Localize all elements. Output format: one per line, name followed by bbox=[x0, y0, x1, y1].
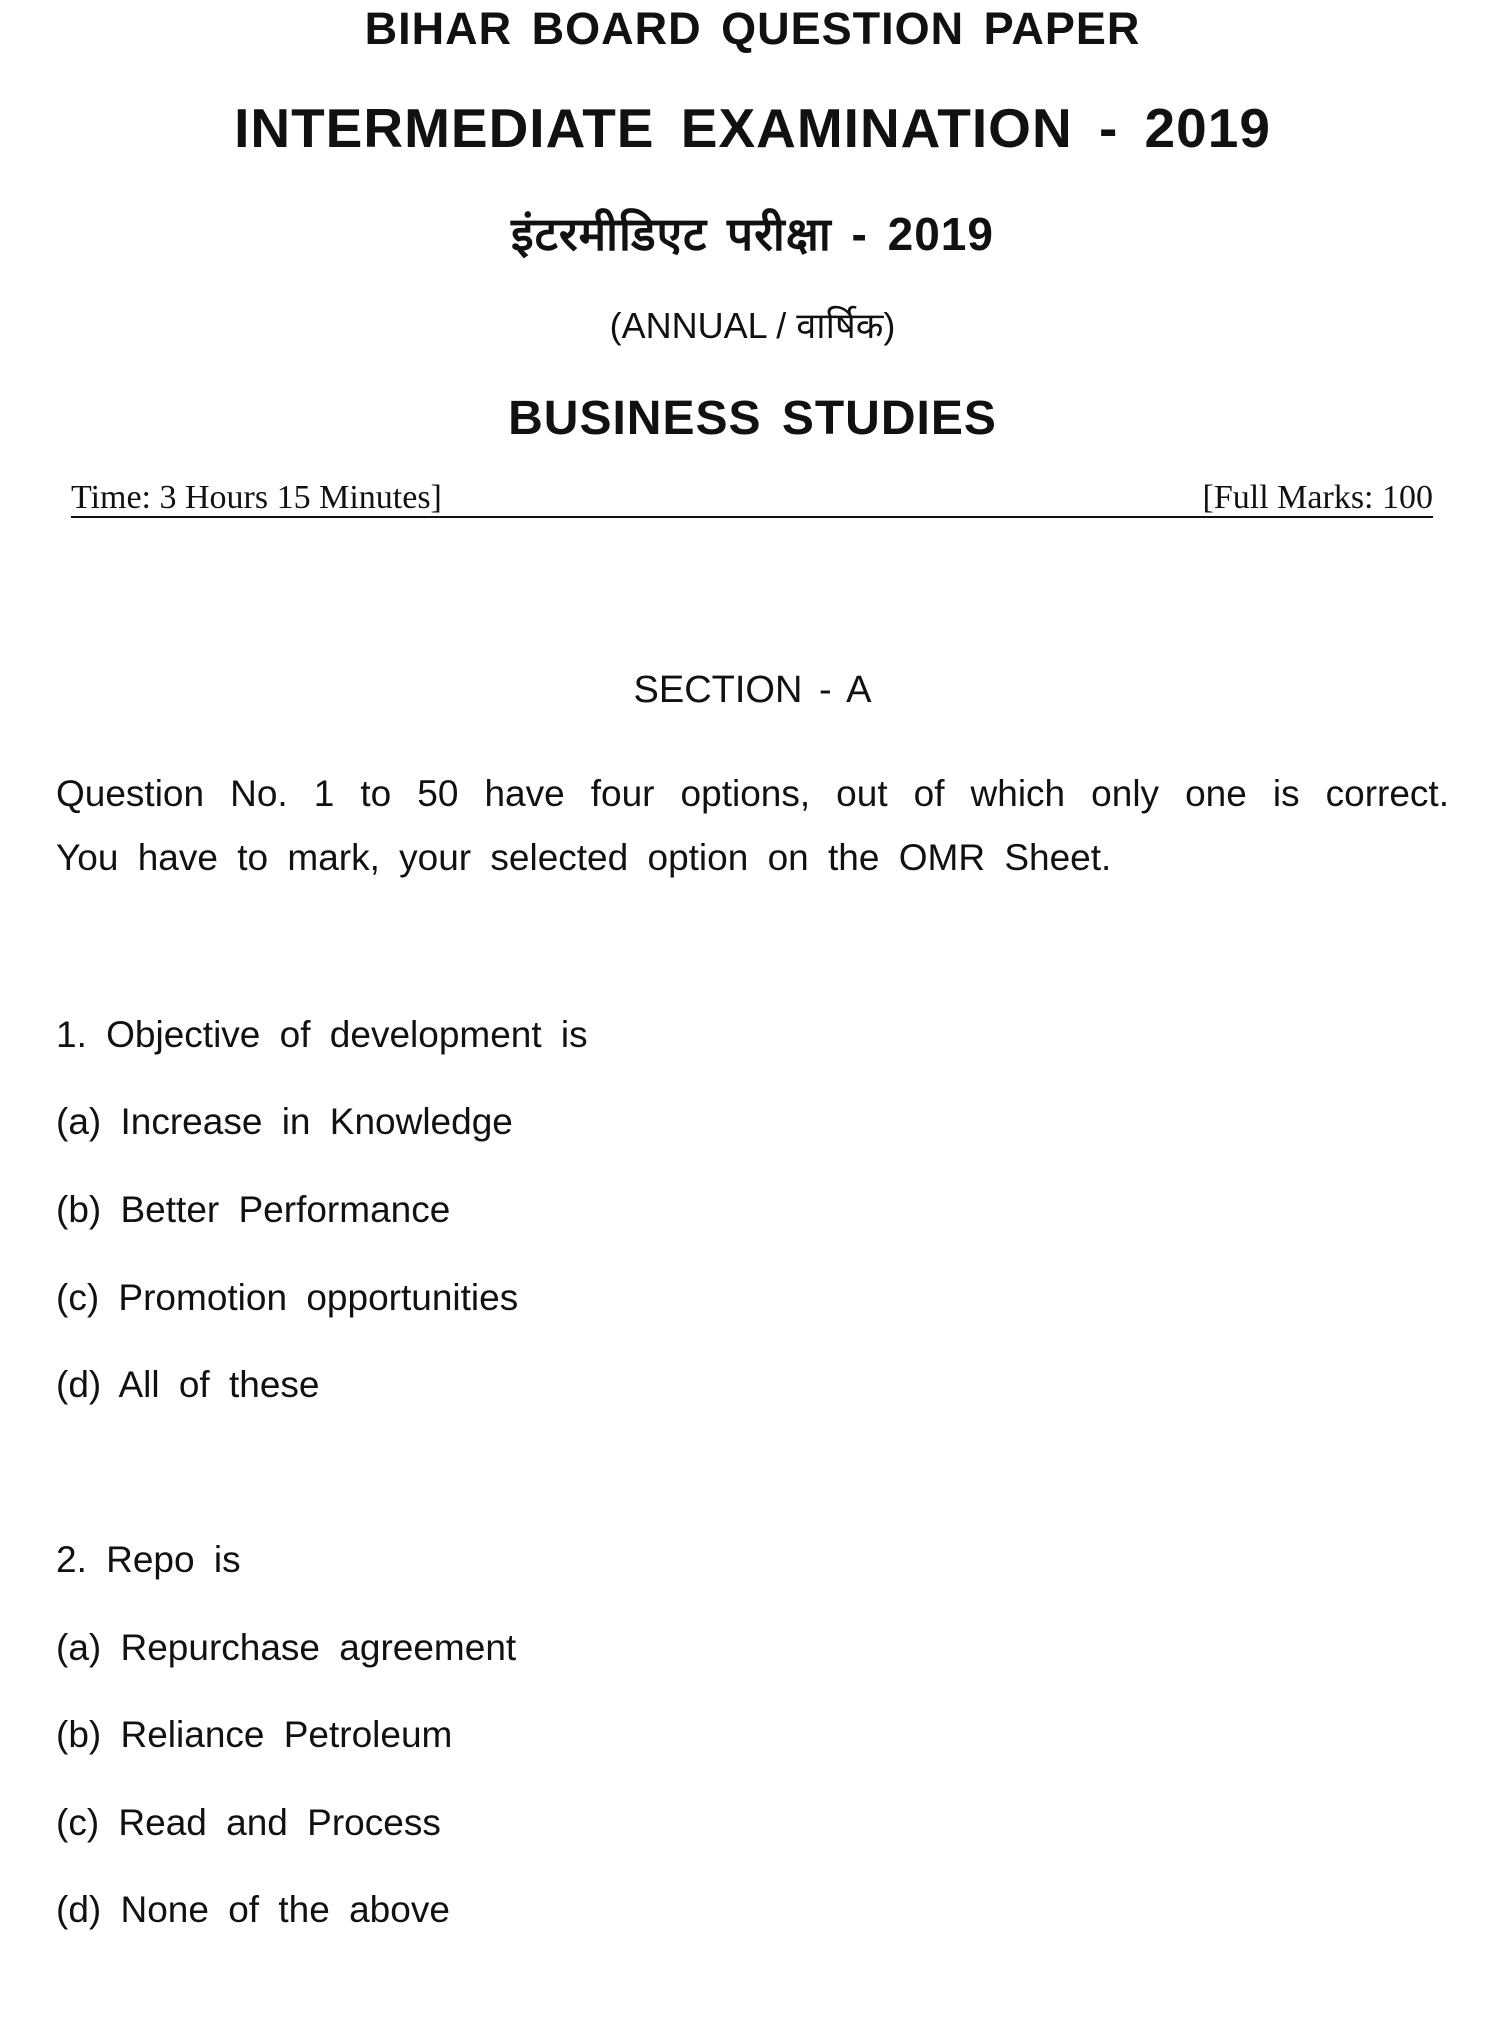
option: (a) Increase in Knowledge bbox=[56, 1101, 513, 1142]
subject-title: BUSINESS STUDIES bbox=[508, 392, 997, 445]
exam-title: INTERMEDIATE EXAMINATION - 2019 bbox=[234, 97, 1271, 159]
full-marks: [Full Marks: 100 bbox=[1202, 479, 1433, 516]
exam-title-hindi: इंटरमीडिएट परीक्षा - 2019 bbox=[511, 208, 994, 260]
time-allowed: Time: 3 Hours 15 Minutes] bbox=[71, 479, 442, 516]
option: (d) None of the above bbox=[56, 1889, 450, 1930]
instruction-line: Question No. 1 to 50 have four options, out of which only one is correct. bbox=[56, 773, 1449, 814]
option: (d) All of these bbox=[56, 1364, 320, 1405]
question-text: 1. Objective of development is bbox=[56, 1014, 588, 1055]
option: (a) Repurchase agreement bbox=[56, 1627, 517, 1668]
board-title: BIHAR BOARD QUESTION PAPER bbox=[364, 3, 1141, 54]
instruction-line: You have to mark, your selected option on the OMR Sheet. bbox=[56, 837, 1112, 878]
time-marks-line bbox=[71, 480, 1433, 518]
question-text: 2. Repo is bbox=[56, 1539, 241, 1580]
section-title: SECTION - A bbox=[633, 669, 872, 711]
option: (b) Better Performance bbox=[56, 1189, 451, 1230]
exam-type: (ANNUAL / वार्षिक) bbox=[609, 305, 896, 346]
option: (b) Reliance Petroleum bbox=[56, 1714, 453, 1755]
option: (c) Promotion opportunities bbox=[56, 1277, 519, 1318]
option: (c) Read and Process bbox=[56, 1802, 441, 1843]
